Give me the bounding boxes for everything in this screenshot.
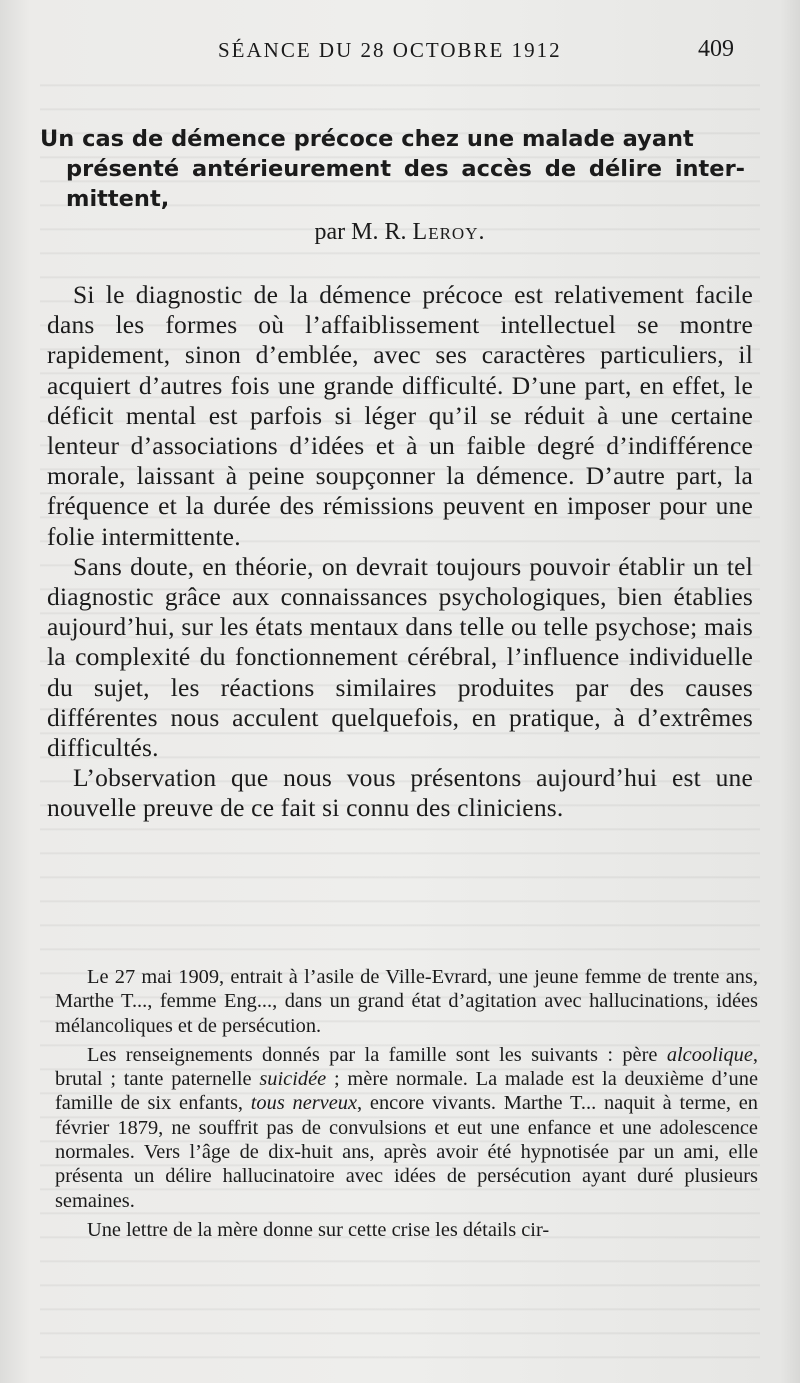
paragraph: Le 27 mai 1909, entrait à l’asile de Ville-Evrard, une jeune femme de trente ans, Marthe T..., femme Eng..., dans un grand état d’agitation avec hallucinations, idées mélancoliques et de persécution. bbox=[55, 966, 758, 1037]
paragraph: Si le diagnostic de la démence précoce est relativement facile dans les formes où l’affaiblissement intellectuel se montre rapidement, sinon d’emblée, avec ses caractères particuliers, il acquiert d’autres fois une grande difficulté. D’une part, en effet, le déficit mental est parfois si léger qu’il se réduit à une certaine lenteur d’associations d’idées et à un faible degré d’indifférence morale, laissant à peine soupçonner la démence. D’autre part, la fréquence et la durée des rémissions peuvent en imposer pour une folie intermittente. bbox=[47, 280, 753, 551]
emphasis: alcoolique bbox=[666, 1043, 753, 1066]
paragraph: Sans doute, en théorie, on devrait toujours pouvoir établir un tel diagnostic grâce aux connaissances psychologiques, bien établies aujourd’hui, sur les états mentaux dans telle ou telle psychose; mais la complexité du fonctionnement cérébral, l’influence individuelle du sujet, les réactions similaires produites par des causes différentes nous acculent quelquefois, en pratique, à d’extrêmes difficultés. bbox=[47, 551, 753, 763]
text-run: Les renseignements donnés par la famille sont les suivants : père bbox=[87, 1043, 667, 1066]
text-run: , encore vivants. Marthe T... naquit à terme, en février 1879, ne souffrit pas de convulsions et eut une enfance et une adolescence normales. Vers l’âge de dix-huit ans, après avoir été hypnotisée par un ami, elle présenta un délire hallucinatoire avec idées de persécution ayant duré plusieurs semaines. bbox=[55, 1092, 758, 1212]
text-run: ; mère normale. La malade est la deuxième d’une famille de six enfants, bbox=[55, 1068, 758, 1115]
article-title-line-1: Un cas de démence précoce chez une malade ayant bbox=[40, 126, 694, 152]
text-run: , brutal ; tante paternelle bbox=[55, 1043, 758, 1091]
article-title-line-2: présenté antérieurement des accès de délire inter-mittent, bbox=[66, 156, 745, 212]
paragraph bbox=[55, 1043, 758, 1213]
author-name: Leroy. bbox=[412, 219, 486, 245]
introduction bbox=[47, 280, 753, 824]
page-number: 409 bbox=[698, 36, 734, 62]
emphasis: suicidée bbox=[259, 1068, 327, 1091]
running-head bbox=[0, 36, 800, 68]
author-line bbox=[0, 219, 800, 246]
running-title: SÉANCE DU 28 OCTOBRE 1912 bbox=[218, 38, 562, 62]
paragraph: Une lettre de la mère donne sur cette crise les détails cir- bbox=[87, 1218, 550, 1241]
emphasis: tous nerveux bbox=[250, 1092, 358, 1115]
article-title bbox=[40, 124, 745, 214]
paragraph: L’observation que nous vous présentons aujourd’hui est une nouvelle preuve de ce fait si connu des cliniciens. bbox=[47, 763, 753, 823]
case-observation bbox=[55, 965, 758, 1242]
author-prefix: par M. R. bbox=[314, 219, 407, 245]
